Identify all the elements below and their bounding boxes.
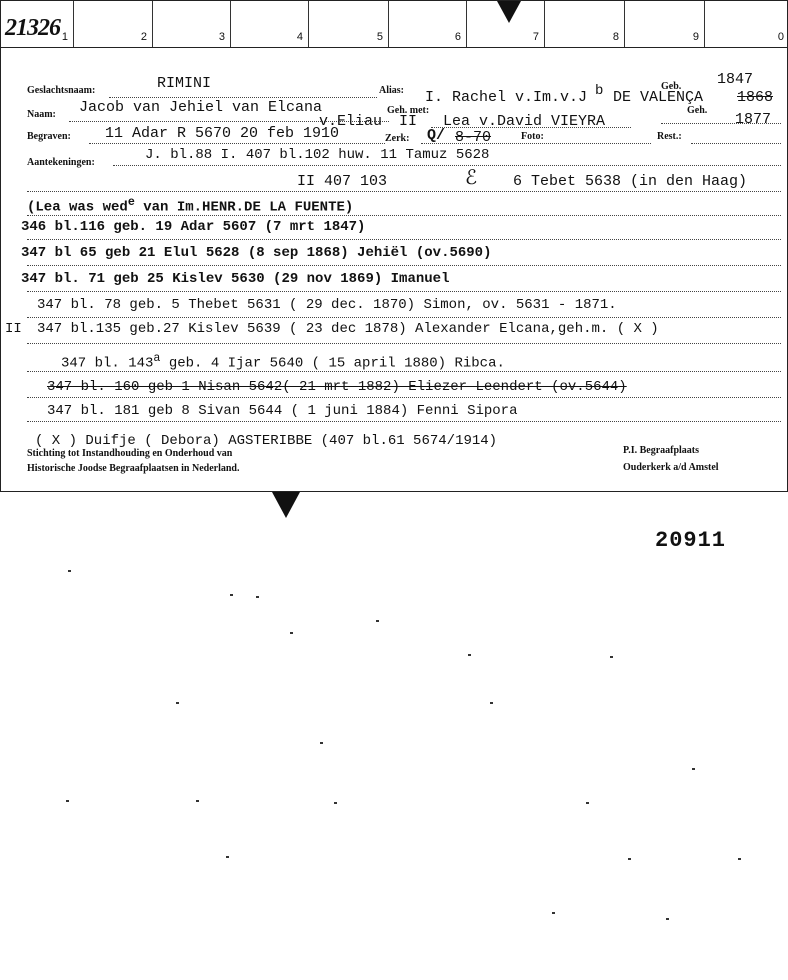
dotted-line [27,291,781,292]
column-cell-2 [74,1,153,47]
column-number: 6 [454,31,461,43]
speck [468,654,471,656]
marriage-roman: II [399,113,418,130]
column-cell-9 [625,1,705,47]
dotted-line [27,239,781,240]
child-entry: 347 bl. 71 geb 25 Kislev 5630 (29 nov 1869) Imanuel [21,271,450,287]
column-cell-8 [545,1,625,47]
foundation-line-1: Stichting tot Instandhouding en Onderhoud van [27,448,233,459]
label-married: Geh. [687,105,708,116]
dotted-line [27,371,781,372]
name-overwrite: v.Eliau [319,113,383,130]
speck [628,858,631,860]
dotted-line [27,215,781,216]
dotted-line [27,265,781,266]
burial-value: 11 Adar R 5670 20 feb 1910 [105,125,340,142]
bottom-notch-marker-icon [272,492,300,518]
column-cell-4 [231,1,309,47]
speck [586,802,589,804]
label-restoration: Rest.: [657,131,682,142]
speck [552,912,555,914]
label-name: Naam: [27,109,56,120]
card-number: 21326 [5,15,60,41]
child-entry: 347 bl. 181 geb 8 Sivan 5644 ( 1 juni 1884) Fenni Sipora [47,403,518,419]
speck [230,594,233,596]
speck [490,702,493,704]
speck [320,742,323,744]
label-photo: Foto: [521,131,544,142]
cemetery-line-2: Ouderkerk a/d Amstel [623,462,719,473]
foundation-name [27,446,240,476]
speck [226,856,229,858]
foundation-line-2: Historische Joodse Begraafplaatsen in Nederland. [27,463,240,474]
speck [290,632,293,634]
surname-value: RIMINI [157,75,212,92]
child-entry: 347 bl.135 geb.27 Kislev 5639 ( 23 dec 1878) Alexander Elcana,geh.m. ( X ) [37,321,659,337]
label-married-with: Geh. met: [387,105,430,116]
child-entry-struck: 347 bl. 160 geb 1 Nisan 5642( 21 mrt 1882) Eliezer Leendert (ov.5644) [47,379,627,395]
birth-year: 1847 [717,71,754,88]
label-birth: Geb. [661,81,682,92]
marriage-year: 1877 [735,111,772,128]
dotted-line [691,143,781,144]
column-strip [1,1,788,48]
headstone-value: 8-70 [455,129,492,146]
label-notes: Aantekeningen: [27,157,95,168]
speck [196,800,199,802]
speck [666,918,669,920]
column-number: 8 [612,31,619,43]
child-entry: 347 bl. 143$^a$ geb. 4 Ijar 5640 ( 15 april 1880) Ribca. [61,351,505,372]
dotted-line [421,143,651,144]
column-cell-6 [389,1,467,47]
child-entry: 347 bl. 78 geb. 5 Thebet 5631 ( 29 dec. 1870) Simon, ov. 5631 - 1871. [37,297,617,313]
column-cell-5 [309,1,389,47]
column-number: 3 [218,31,225,43]
speck [256,596,259,598]
dotted-line [113,165,781,166]
column-cell-1 [1,1,74,47]
dotted-line [661,123,781,124]
speck [610,656,613,658]
column-number: 5 [376,31,383,43]
cemetery-line-1: P.I. Begraafplaats [623,445,700,456]
stamp-number: 20911 [655,528,727,553]
child-entry: 346 bl.116 geb. 19 Adar 5607 (7 mrt 1847) [21,219,366,235]
notes-line-2a: II 407 103 [297,173,388,190]
label-headstone: Zerk: [385,133,410,144]
notes-line-1: J. bl.88 I. 407 bl.102 huw. 11 Tamuz 5628 [145,147,490,163]
speck [692,768,695,770]
dotted-line [27,421,781,422]
hebrew-letter-icon: ℰ [465,165,478,189]
column-number: 1 [61,31,68,43]
speck [176,702,179,704]
birth-year-struck: 1868 [737,89,774,106]
dotted-line [27,397,781,398]
dotted-line [109,97,377,98]
speck [738,858,741,860]
column-number: 4 [296,31,303,43]
column-cell-3 [153,1,231,47]
speck [334,802,337,804]
column-number: 7 [532,31,539,43]
column-cell-0 [705,1,788,47]
column-number: 2 [140,31,147,43]
label-alias: Alias: [379,85,404,96]
alias-superscript: b [595,83,604,99]
speck [376,620,379,622]
widow-note: (Lea was wed$^e$ van Im.HENR.DE LA FUENTE) [27,195,354,216]
dotted-line [27,343,781,344]
dotted-line [27,317,781,318]
cemetery-name [623,442,719,476]
notch-marker-icon [497,1,521,23]
dotted-line [89,143,385,144]
alias-surname: DE VALENÇA [613,89,704,106]
column-number: 9 [692,31,699,43]
child-entry: 347 bl 65 geb 21 Elul 5628 (8 sep 1868) Jehiël (ov.5690) [21,245,492,261]
label-buried: Begraven: [27,131,71,142]
alias-value: I. Rachel v.Im.v.J [425,89,588,106]
label-surname: Geslachtsnaam: [27,85,96,96]
headstone-mark-icon: Q/ [427,127,446,144]
dotted-line [431,127,631,128]
dotted-line [27,191,781,192]
speck [66,800,69,802]
child-roman-prefix: II [5,321,22,337]
notes-line-2b: 6 Tebet 5638 (in den Haag) [513,173,748,190]
column-number: 0 [777,31,784,43]
spouse-value: Lea v.David VIEYRA [443,113,606,130]
child-spouse-entry: ( X ) Duifje ( Debora) AGSTERIBBE (407 bl.61 5674/1914) [35,433,498,449]
name-value: Jacob van Jehiel van Elcana [79,99,323,116]
speck [68,570,71,572]
